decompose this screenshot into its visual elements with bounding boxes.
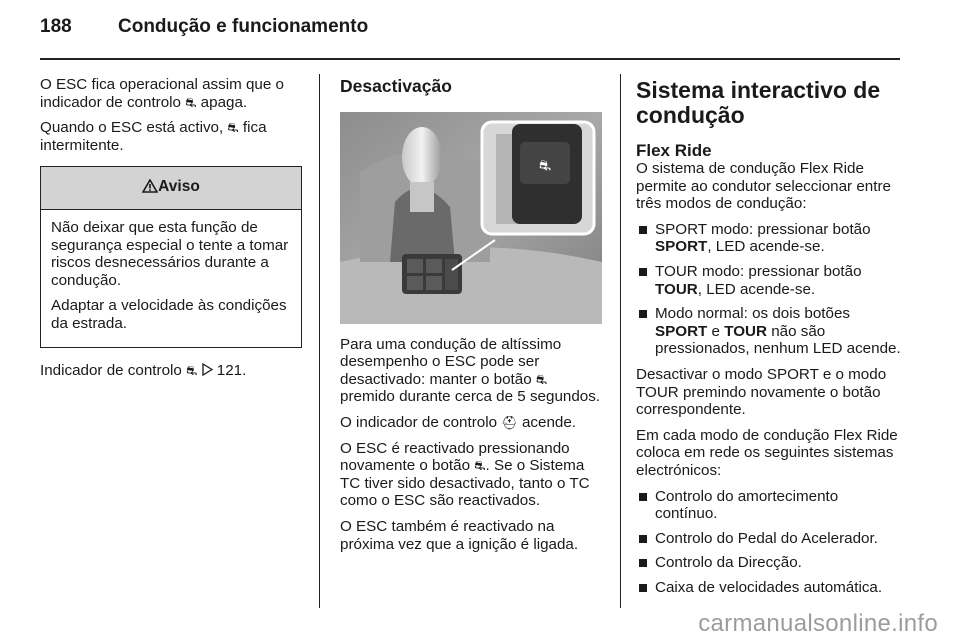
section-heading: Desactivação [340,76,452,96]
esc-button-icon: ⛐ [474,458,486,474]
column-2 [340,76,604,561]
mode-list [636,221,902,358]
list-item: Controlo do Pedal do Acelerador. [636,530,902,548]
warning-box [40,166,302,347]
list-item: Caixa de velocidades automática. [636,579,902,597]
list-item: SPORT modo: pressionar botão SPORT, LED acende-se. [636,221,902,256]
column-divider-2 [620,74,621,608]
warning-text: Adaptar a velocidade às condições da estrada. [51,297,287,332]
warning-text: Não deixar que esta função de segurança especial o tente a tomar riscos desnecessários durante a condução. [51,218,289,289]
warning-body [41,210,301,347]
list-item: TOUR modo: pressionar botão TOUR, LED acende-se. [636,263,902,298]
esc-button-icon: ⛐ [535,371,548,387]
paragraph: Para uma condução de altíssimo desempenho o ESC pode ser desactivado: manter o botão ⛐ premido durante cerca de 5 segundos. [340,335,601,406]
list-item: Controlo do amortecimento contínuo. [636,488,902,523]
esc-indicator-icon: ⛐ [186,362,198,378]
paragraph: Em cada modo de condução Flex Ride coloca em rede os seguintes sistemas electrónicos: [636,426,898,479]
list-item: Controlo da Direcção. [636,554,902,572]
paragraph: Desactivar o modo SPORT e o modo TOUR premindo novamente o botão correspondente. [636,365,887,419]
header-rule [40,58,900,60]
svg-text:⛐: ⛐ [538,157,552,174]
paragraph: O indicador de controlo ⛑ acende. [340,413,577,431]
esc-off-indicator-icon: ⛑ [501,414,518,430]
paragraph: O ESC é reactivado pressionando novamente o botão ⛐. Se o Sistema TC tiver sido desactivado, tanto o TC como o ESC são reactivados. [340,439,590,510]
subsection-heading: Flex Ride [636,141,712,160]
paragraph: O ESC fica operacional assim que o indicador de controlo ⛐ apaga. [40,76,284,111]
warning-triangle-icon [142,179,158,198]
column-3 [636,78,902,604]
paragraph: Quando o ESC está activo, ⛐ fica intermitente. [40,119,267,154]
paragraph: O sistema de condução Flex Ride permite ao condutor seleccionar entre três modos de condução: [636,160,891,213]
cross-reference: Indicador de controlo ⛐ 121. [40,361,247,379]
console-photo [340,112,602,324]
esc-indicator-icon: ⛐ [185,94,197,110]
paragraph: O ESC também é reactivado na próxima vez que a ignição é ligada. [340,517,579,553]
systems-list [636,488,902,597]
section-heading: Sistema interactivo de condução [636,77,881,128]
reference-arrow-icon [202,363,213,381]
warning-title: Aviso [41,167,301,210]
column-1 [40,76,302,388]
list-item: Modo normal: os dois botões SPORT e TOUR não são pressionados, nenhum LED acende. [636,305,902,358]
page-number: 188 [40,16,72,37]
column-divider-1 [319,74,320,608]
esc-indicator-icon: ⛐ [227,120,239,136]
page-header [40,16,368,38]
chapter-title: Condução e funcionamento [118,16,369,37]
watermark: carmanualsonline.info [698,610,938,637]
